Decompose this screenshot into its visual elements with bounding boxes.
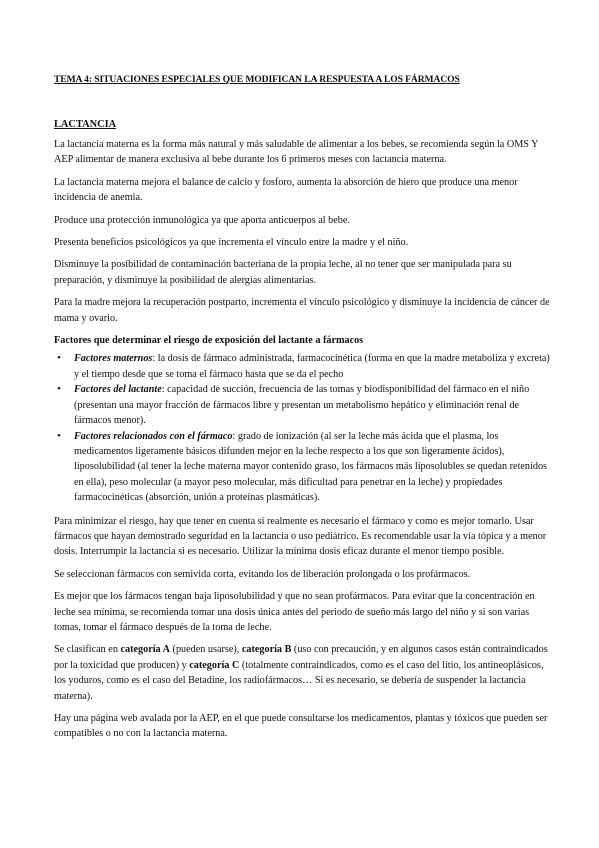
factor-term: Factores relacionados con el fármaco — [74, 430, 233, 442]
factor-text: : grado de ionización (al ser la leche más ácida que el plasma, los medicamentos ligeramente básicos difunden mejor en la leche respecto a los que son ligeramente ácidos), liposolubilidad (al tener la leche materna mayor contenido graso, los fármacos más liposolubles se quedan retenidos en ella), peso molecular (a mayor peso molecular, más dificultad para penetrar en la leche) y propiedades farmacocinéticas (absorción, unión a proteínas plasmáticas). — [74, 430, 548, 504]
document-body — [54, 137, 550, 749]
text-run: Se clasifican en — [54, 644, 121, 656]
list-item — [74, 382, 550, 428]
category-a: categoría A — [120, 644, 170, 656]
paragraph: Para minimizar el riesgo, hay que tener en cuenta si realmente es necesario el fármaco y como es mejor tomarlo. Usar fármacos que hayan demostrado seguridad en la lactancia o uso pediátrico. Es recomendable usar la vía tópica y a menor dosis. Interrumpir la lactancia si es necesario. Utilizar la mínima dosis eficaz durante el menor tiempo posible. — [54, 515, 547, 558]
category-b: categoría B — [241, 644, 292, 656]
list-item — [74, 351, 550, 382]
category-c: categoría C — [189, 659, 240, 671]
paragraph: La lactancia materna es la forma más natural y más saludable de alimentar a los bebes, se recomienda según la OMS Y AEP alimentar de manera exclusiva al bebe durante los 6 primeros meses con lactancia materna. — [54, 139, 539, 166]
section-heading: LACTANCIA — [54, 119, 117, 130]
paragraph: Disminuye la posibilidad de contaminación bacteriana de la propia leche, al no tener que ser manipulada para su preparación, y disminuye la posibilidad de alergias alimentarias. — [54, 259, 512, 286]
factor-term: Factores del lactante — [74, 384, 162, 396]
paragraph: Es mejor que los fármacos tengan baja liposolubilidad y que no sean profármacos. Para evitar que la concentración en leche sea mínima, se recomienda tomar una dosis única antes del periodo de sueño más largo del niño y si son varias tomas, tomar el fármaco después de la toma de leche. — [54, 591, 535, 633]
paragraph: La lactancia materna mejora el balance de calcio y fosforo, aumenta la absorción de hiero que produce una menor incidencia de anemia. — [54, 176, 518, 204]
document-title: TEMA 4: SITUACIONES ESPECIALES QUE MODIFICAN LA RESPUESTA A LOS FÁRMACOS — [54, 74, 460, 85]
factor-text: : la dosis de fármaco administrada, farmacocinética (forma en que la madre metaboliza y excreta) y el tiempo desde que se toma el fármaco hasta que se da el pecho — [74, 353, 550, 380]
text-run: (uso con precaución, y en algunos casos están contraindicados por la toxicidad que producen) y — [54, 644, 548, 671]
factor-term: Factores maternos — [74, 353, 153, 365]
paragraph: Se seleccionan fármacos con semivida corta, evitando los de liberación prolongada o los profármacos. — [54, 568, 471, 580]
subheading: Factores que determinar el riesgo de exposición del lactante a fármacos — [54, 335, 364, 347]
paragraph: Hay una página web avalada por la AEP, en el que puede consultarse los medicamentos, plantas y tóxicos que pueden ser compatibles o no con la lactancia materna. — [54, 713, 548, 740]
paragraph: Para la madre mejora la recuperación postparto, incrementa el vínculo psicológico y disminuye la incidencia de cáncer de mama y ovario. — [54, 297, 550, 324]
paragraph: Produce una protección inmunológica ya que aporta anticuerpos al bebe. — [54, 214, 350, 226]
paragraph: Presenta beneficios psicológicos ya que incrementa el vínculo entre la madre y el niño. — [54, 237, 409, 249]
paragraph-categories — [54, 642, 550, 704]
factor-list — [54, 351, 550, 505]
text-run: (totalmente contraindicados, como es el caso del litio, los antineoplásicos, los yoduros, como es el caso del Betadine, los radiofármacos… Si es necesario, se debería de suspender la lactancia materna). — [54, 659, 544, 702]
list-item — [74, 429, 550, 506]
text-run: (pueden usarse), — [170, 644, 242, 656]
factor-text: : capacidad de succión, frecuencia de las tomas y biodisponibilidad del fármaco en el niño (presentan una mayor fracción de fármacos libre y presentan un metabolismo hepático y eliminación renal de fármacos menor). — [74, 384, 530, 427]
